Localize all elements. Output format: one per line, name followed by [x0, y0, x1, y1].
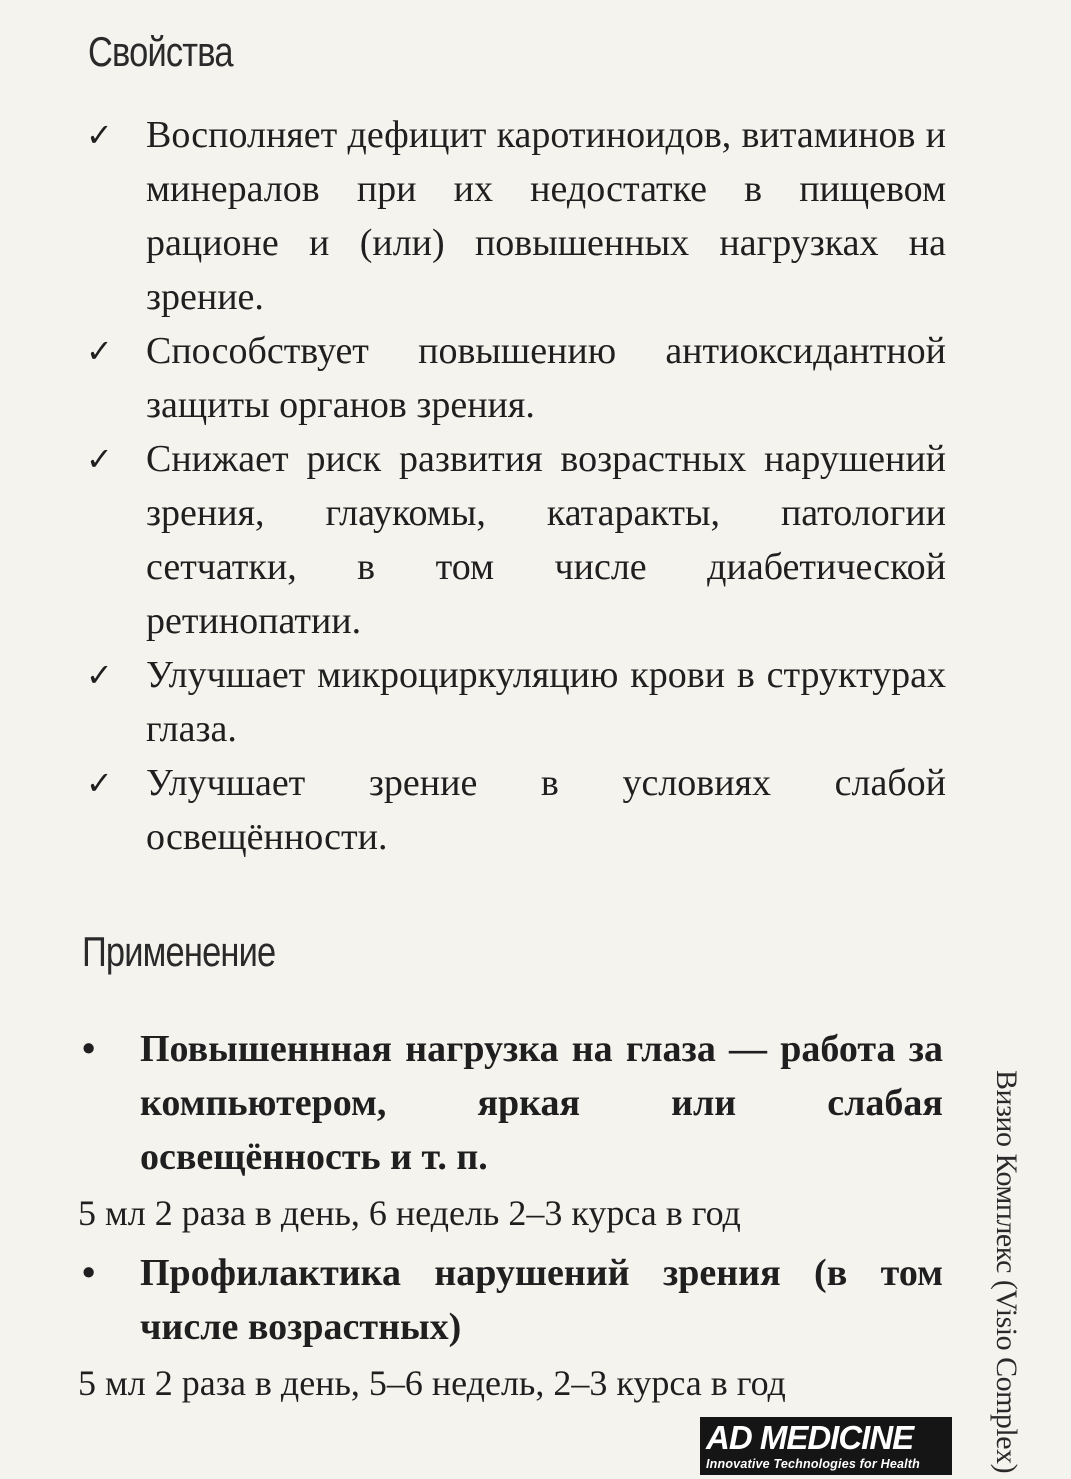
property-item [86, 756, 946, 864]
checkmark-icon: ✓ [86, 440, 113, 478]
checkmark-icon: ✓ [86, 332, 113, 370]
usage-item-title: • Повышеннная нагрузка на глаза — работа за компьютером, яркая или слабая освещённость и т. п. [78, 1022, 943, 1184]
property-item [86, 432, 946, 648]
property-item [86, 648, 946, 756]
usage-item-title: • Профилактика нарушений зрения (в том числе возрастных) [78, 1246, 943, 1354]
usage-dose: 5 мл 2 раза в день, 6 недель 2–3 курса в год [78, 1193, 741, 1233]
property-text: Способствует повышению антиоксидантной защиты органов зрения. [146, 330, 946, 426]
properties-list [86, 108, 946, 864]
property-text: Улучшает микроциркуляцию крови в структурах глаза. [146, 654, 946, 750]
property-text: Снижает риск развития возрастных нарушений зрения, глаукомы, катаракты, патологии сетчатки, в том числе диабетической ретинопатии. [146, 438, 946, 642]
property-item [86, 108, 946, 324]
side-product-name: Визио Комплекс (Visio Complex) [990, 1070, 1023, 1474]
checkmark-icon: ✓ [86, 116, 113, 154]
property-text: Восполняет дефицит каротиноидов, витаминов и минералов при их недостатке в пищевом рационе и (или) повышенных нагрузках на зрение. [146, 114, 946, 318]
checkmark-icon: ✓ [86, 656, 113, 694]
usage-list [78, 1022, 943, 1416]
usage-heading: Применение [82, 928, 276, 975]
logo-tagline: Innovative Technologies for Health [706, 1457, 921, 1471]
bullet-icon: • [82, 1028, 96, 1070]
properties-heading: Свойства [88, 28, 233, 75]
bullet-icon: • [82, 1252, 96, 1294]
checkmark-icon: ✓ [86, 764, 113, 802]
property-text: Улучшает зрение в условиях слабой освещённости. [146, 762, 946, 858]
logo-name: AD MEDICINE [706, 1419, 914, 1456]
brand-logo [700, 1417, 952, 1475]
usage-dose: 5 мл 2 раза в день, 5–6 недель, 2–3 курса в год [78, 1363, 786, 1403]
property-item [86, 324, 946, 432]
